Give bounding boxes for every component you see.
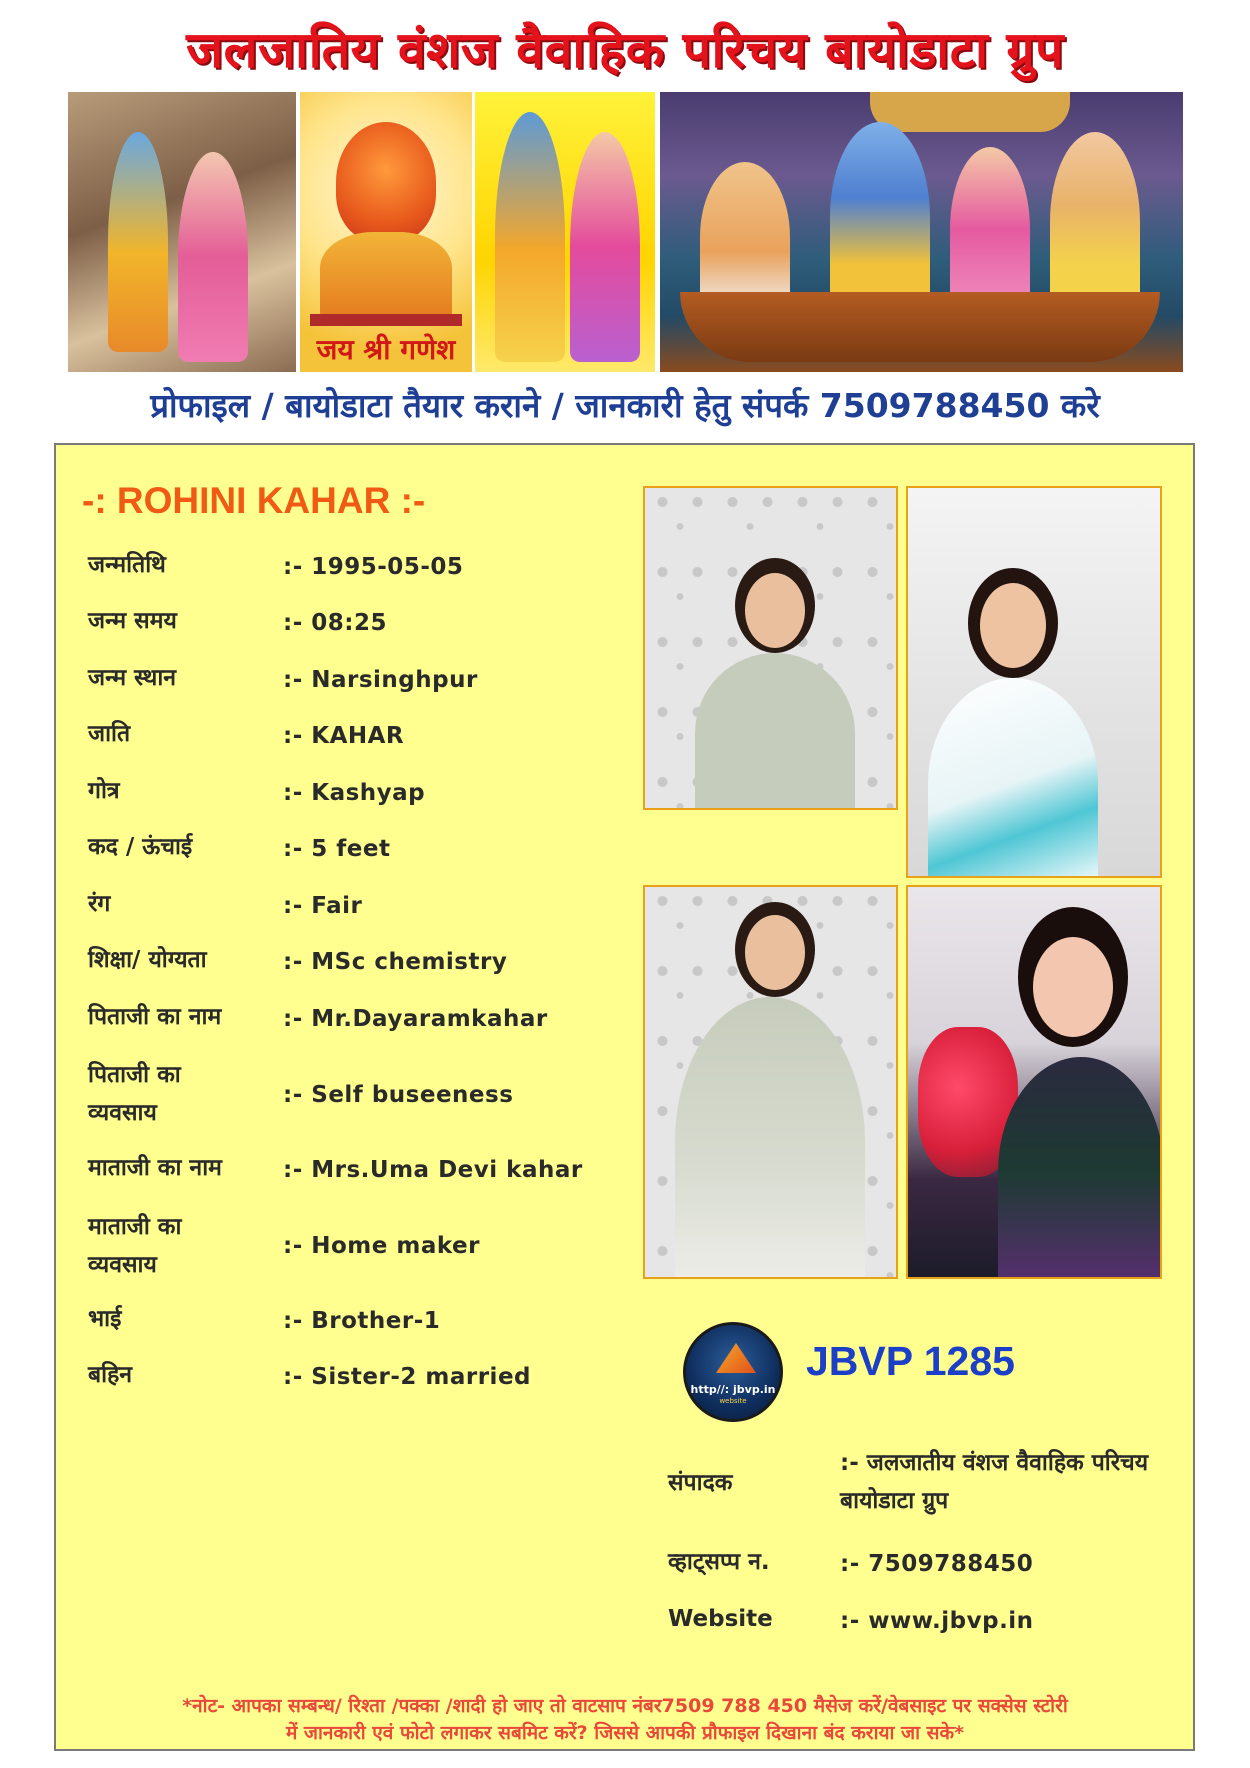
banner-image-boat-scene <box>660 92 1183 372</box>
field-label-birth-place: जन्म स्थान <box>88 665 177 691</box>
field-value-caste: :- KAHAR <box>283 723 405 749</box>
field-value-brother: :- Brother-1 <box>283 1308 441 1334</box>
field-label-mother-occupation: माताजी का व्यवसाय <box>88 1214 182 1278</box>
field-label-brother: भाई <box>88 1306 122 1332</box>
profile-photo-3 <box>643 885 898 1279</box>
profile-photo-1 <box>643 486 898 810</box>
deity-caption: जय श्री गणेश <box>316 333 456 366</box>
banner-image-ram-sita <box>475 92 655 372</box>
profile-code: JBVP 1285 <box>806 1338 1015 1384</box>
page-title: जलजातिय वंशज वैवाहिक परिचय बायोडाटा ग्रुप <box>186 21 1064 79</box>
footer-note <box>60 1693 1190 1747</box>
logo-url-text: http//: jbvp.in <box>690 1383 776 1396</box>
whatsapp-label: व्हाट्सप्प न. <box>668 1549 770 1575</box>
editor-value: :- जलजातीय वंशज वैवाहिक परिचय बायोडाटा ग्रुप <box>840 1450 1149 1514</box>
field-value-mother-name: :- Mrs.Uma Devi kahar <box>283 1157 583 1183</box>
field-value-birth-place: :- Narsinghpur <box>283 667 478 693</box>
field-value-dob: :- 1995-05-05 <box>283 554 464 580</box>
profile-name: -: ROHINI KAHAR :- <box>82 480 426 521</box>
logo-sub-text: website <box>719 1397 747 1405</box>
field-label-sister: बहिन <box>88 1362 133 1388</box>
field-label-dob: जन्मतिथि <box>88 552 166 578</box>
field-label-gotra: गोत्र <box>88 778 120 804</box>
field-value-height: :- 5 feet <box>283 836 391 862</box>
field-value-birth-time: :- 08:25 <box>283 610 387 636</box>
field-label-father-name: पिताजी का नाम <box>88 1004 222 1030</box>
field-value-education: :- MSc chemistry <box>283 949 508 975</box>
field-label-education: शिक्षा/ योग्यता <box>88 947 207 973</box>
footer-note-line2: में जानकारी एवं फोटो लगाकर सबमिट करें? जिससे आपकी प्रौफाइल दिखाना बंद कराया जा सके* <box>285 1722 965 1744</box>
jbvp-logo <box>683 1322 783 1422</box>
profile-photo-4 <box>906 885 1162 1279</box>
profile-photo-2 <box>906 486 1162 878</box>
field-label-mother-name: माताजी का नाम <box>88 1155 222 1181</box>
field-value-father-name: :- Mr.Dayaramkahar <box>283 1006 548 1032</box>
field-label-birth-time: जन्म समय <box>88 608 177 634</box>
field-label-caste: जाति <box>88 721 131 747</box>
field-value-mother-occupation: :- Home maker <box>283 1233 480 1259</box>
whatsapp-value: :- 7509788450 <box>840 1551 1034 1577</box>
field-label-height: कद / ऊंचाई <box>88 834 193 860</box>
field-value-gotra: :- Kashyap <box>283 780 426 806</box>
editor-label: संपादक <box>668 1470 733 1496</box>
contact-line: प्रोफाइल / बायोडाटा तैयार कराने / जानकारी हेतु संपर्क 7509788450 करे <box>150 386 1100 425</box>
field-value-sister: :- Sister-2 married <box>283 1364 532 1390</box>
field-value-complexion: :- Fair <box>283 893 363 919</box>
website-value: :- www.jbvp.in <box>840 1608 1034 1634</box>
banner-image-ram-sita-wedding <box>68 92 296 372</box>
field-value-father-occupation: :- Self buseeness <box>283 1082 514 1108</box>
field-label-father-occupation: पिताजी का व्यवसाय <box>88 1062 181 1126</box>
footer-note-line1: *नोट- आपका सम्बन्ध/ रिश्ता /पक्का /शादी हो जाए तो वाटसाप नंबर7509 788 450 मैसेज करें/वेबसाइट पर सक्सेस स्टोरी <box>182 1695 1068 1717</box>
field-label-complexion: रंग <box>88 891 111 917</box>
website-label: Website <box>668 1606 773 1632</box>
